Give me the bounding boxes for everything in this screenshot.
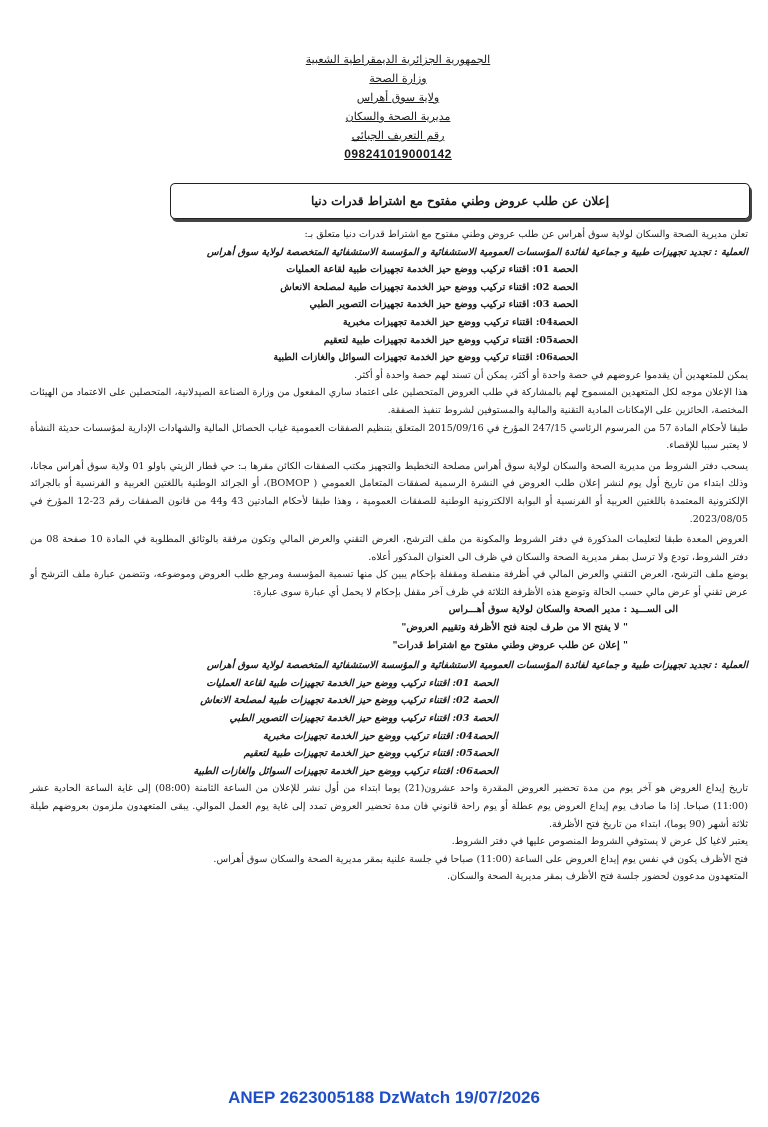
paragraph: فتح الأظرف يكون في نفس يوم إيداع العروض على الساعة (11:00) صباحا في جلسة علنية بمقر مديرية الصحة والسكان سوق أهراس. xyxy=(213,853,748,865)
lot-item-repeat: الحصة 02: اقتناء تركيب ووضع حيز الخدمة تجهيزات طبية لمصلحة الانعاش xyxy=(200,695,498,707)
directorate-line: مديرية الصحة والسكان xyxy=(345,110,451,123)
operation-line: العملية : تجديد تجهيزات طبية و جماعية لفائدة المؤسسات العمومية الاستشفائية و المؤسسة الاستشفائية المتخصصة لولاية سوق أهراس xyxy=(206,246,748,258)
ministry-line: وزارة الصحة xyxy=(369,72,427,85)
paragraph: طبقا لأحكام المادة 57 من المرسوم الرئاسي 247/15 المؤرخ في 2015/09/16 المتعلق بتنظيم الصفقات العمومية غياب الحصائل المالية والشهادات الإدارية لمؤسسات حديثة النشأة لا يعتبر سببا للإقصاء. xyxy=(30,422,748,452)
document-header xyxy=(28,50,768,164)
paragraph: يسحب دفتر الشروط من مديرية الصحة والسكان لولاية سوق أهراس مصلحة التخطيط والتجهيز مكتب الصفقات الكائن مقرها بـ: حي قطار الزيتي باولو 01 ولاية سوق أهراس مجانا، وذلك ابتداء من تاريخ أول يوم لنشر إعلان طلب العروض في النشرة الرسمية لصفقات المتعامل العمومي ( BOMOP)، أو الجرائد الوطنية باللغتين العربية و الفرنسية أو بالجرائد الإلكترونية المعتمدة باللغتين العربية أو الفرنسية أو البوابة الالكترونية الوطنية للصفقات العمومية ، وهذا طبقا لأحكام المادتين 43 و44 من قانون الصفقات رقم 23-12 المؤرخ في 2023/08/05. xyxy=(30,460,749,525)
wilaya-line: ولاية سوق أهراس xyxy=(356,91,440,104)
announcement-body xyxy=(30,226,748,886)
lot-item-repeat: الحصة 03: اقتناء تركيب ووضع حيز الخدمة تجهيزات التصوير الطبي xyxy=(229,713,498,725)
lot-item-repeat: الحصة04: اقتناء تركيب ووضع حيز الخدمة تجهيزات مخبرية xyxy=(262,730,498,742)
operation-line-repeat: العملية : تجديد تجهيزات طبية و جماعية لفائدة المؤسسات العمومية الاستشفائية و المؤسسة الاستشفائية المتخصصة لولاية سوق أهراس xyxy=(206,660,748,672)
lot-item: الحصة 01: اقتناء تركيب ووضع حيز الخدمة تجهيزات طبية لقاعة العمليات xyxy=(286,264,578,276)
lot-item: الحصة06: اقتناء تركيب ووضع حيز الخدمة تجهيزات السوائل والغازات الطبية xyxy=(273,352,578,364)
paragraph: العروض المعدة طبقا لتعليمات المذكورة في دفتر الشروط والمكونة من ملف الترشح، العرض التقني والعرض المالي وتكون مرفقة بالوثائق المطلوبة في المادة 10 صفحة 08 من دفتر الشروط، تودع ولا ترسل بمقر مديرية الصحة والسكان في ظرف الى العنوان المذكور أعلاه. xyxy=(30,534,748,563)
paragraph: تاريخ إيداع العروض هو آخر يوم من مدة تحضير العروض المقدرة واحد عشرون(21) يوما ابتداء من أول نشر للإعلان من الساعة الثامنة (08:00) إلى غاية الساعة الحادية عشر (11:00) صباحا. إذا ما صادف يوم إيداع العروض يوم عطلة أو يوم راحة قانوني فان مدة تحضير العروض تمدد إلى غاية يوم العمل الموالي. يبقى المتعهدون ملزمون بعروضهم طيلة ثلاثة أشهر (90 يوما)، ابتداء من تاريخ فتح الأظرفة. xyxy=(30,783,749,830)
paragraph: يوضع ملف الترشح، العرض التقني والعرض المالي في أظرفة منفصلة ومقفلة بإحكام يبين كل منها تسمية المؤسسة ومرجع طلب العروض وموضوعه، وتتضمن عبارة ملف الترشح أو عرض تقني أو عرض مالي حسب الحالة وتوضع هذه الأظرفة الثلاثة في ظرف آخر مقفل بإحكام لا يحمل أي عبارة سوى عبارة: xyxy=(30,569,748,598)
lot-item-repeat: الحصة05: اقتناء تركيب ووضع حيز الخدمة تجهيزات طبية لتعقيم xyxy=(243,748,498,760)
paragraph: يعتبر لاغيا كل عرض لا يستوفي الشروط المنصوص عليها في دفتر الشروط. xyxy=(451,836,748,848)
envelope-recipient: الى الســـيد : مدير الصحة والسكان لولاية سوق أهـــراس xyxy=(448,604,678,616)
lot-item: الحصة 03: اقتناء تركيب ووضع حيز الخدمة تجهيزات التصوير الطبي xyxy=(309,299,578,311)
tax-id-number: 098241019000142 xyxy=(344,147,452,161)
envelope-note: " لا يفتح الا من طرف لجنة فتح الأظرفة وتقييم العروض" xyxy=(401,622,628,634)
lot-item-repeat: الحصة 01: اقتناء تركيب ووضع حيز الخدمة تجهيزات طبية لقاعة العمليات xyxy=(206,677,498,689)
envelope-title: " إعلان عن طلب عروض وطني مفتوح مع اشتراط قدرات" xyxy=(392,639,628,651)
publication-reference: ANEP 2623005188 DzWatch 19/07/2026 xyxy=(228,1088,540,1107)
paragraph: المتعهدون مدعوون لحضور جلسة فتح الأظرف بمقر مديرية الصحة والسكان. xyxy=(447,871,748,883)
intro-paragraph: تعلن مديرية الصحة والسكان لولاية سوق أهراس عن طلب عروض وطني مفتوح مع اشتراط قدرات دنيا متعلق بـ: xyxy=(304,229,748,240)
announcement-title: إعلان عن طلب عروض وطني مفتوح مع اشتراط قدرات دنيا xyxy=(170,183,750,219)
paragraph: هذا الإعلان موجه لكل المتعهدين المسموح لهم بالمشاركة في طلب العروض المتحصلين على اعتماد ساري المفعول من وزارة الصناعة الصيدلانية، المتحصلين على الاعتماد من الهيئات المختصة، الحائزين على الإمكانات المادية التقنية والمالية والمستوفين لشروط تنفيذ الصفقة. xyxy=(30,387,748,416)
tax-id-label: رقم التعريف الجبائي xyxy=(351,129,445,142)
lot-item: الحصة04: اقتناء تركيب ووضع حيز الخدمة تجهيزات مخبرية xyxy=(342,316,578,328)
paragraph: يمكن للمتعهدين أن يقدموا عروضهم في حصة واحدة أو أكثر، يمكن أن تسند لهم حصة واحدة أو أكثر. xyxy=(354,369,748,381)
lot-item: الحصة 02: اقتناء تركيب ووضع حيز الخدمة تجهيزات طبية لمصلحة الانعاش xyxy=(280,281,578,293)
republic-line: الجمهورية الجزائرية الديمقراطية الشعبية xyxy=(305,53,491,66)
lot-item-repeat: الحصة06: اقتناء تركيب ووضع حيز الخدمة تجهيزات السوائل والغازات الطبية xyxy=(193,765,498,777)
lot-item: الحصة05: اقتناء تركيب ووضع حيز الخدمة تجهيزات طبية لتعقيم xyxy=(323,334,578,346)
